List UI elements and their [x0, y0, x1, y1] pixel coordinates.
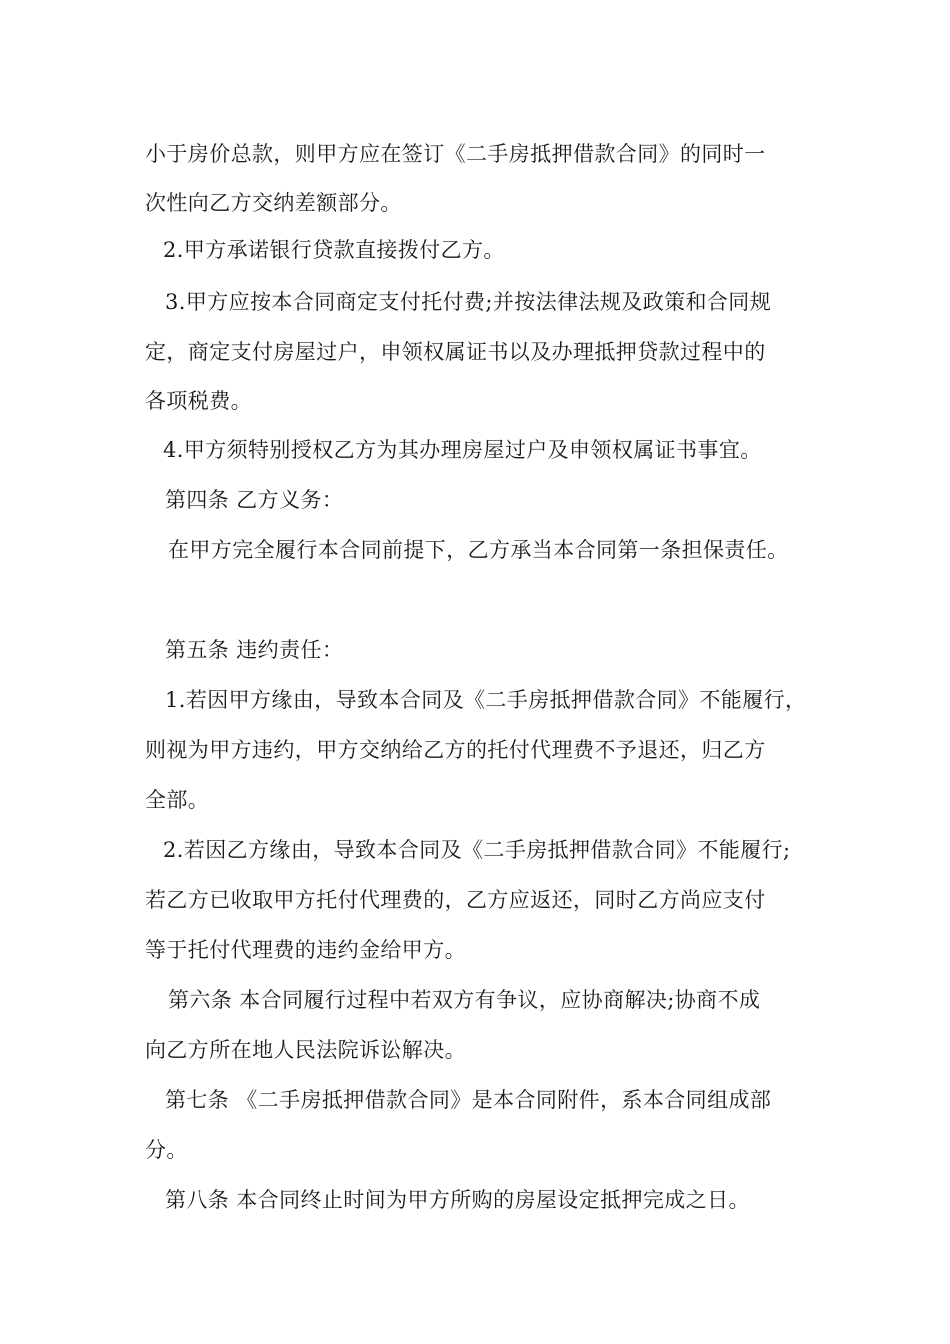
paragraph-line: 小于房价总款，则甲方应在签订《二手房抵押借款合同》的同时一	[145, 142, 766, 166]
paragraph-line: 2.若因乙方缘由，导致本合同及《二手房抵押借款合同》不能履行;	[163, 838, 791, 862]
paragraph-line: 在甲方完全履行本合同前提下，乙方承当本合同第一条担保责任。	[168, 538, 789, 562]
paragraph-line: 则视为甲方违约，甲方交纳给乙方的托付代理费不予退还，归乙方	[145, 738, 766, 762]
paragraph-line: 各项税费。	[145, 389, 252, 413]
section-heading: 第八条 本合同终止时间为甲方所购的房屋设定抵押完成之日。	[165, 1188, 750, 1212]
section-heading: 第四条 乙方义务：	[165, 488, 344, 512]
paragraph-line: 1.若因甲方缘由，导致本合同及《二手房抵押借款合同》不能履行，	[165, 688, 807, 712]
section-heading: 第七条 《二手房抵押借款合同》是本合同附件，系本合同组成部	[165, 1088, 772, 1112]
paragraph-line: 4.甲方须特别授权乙方为其办理房屋过户及申领权属证书事宜。	[163, 438, 762, 462]
section-heading: 第五条 违约责任：	[165, 638, 344, 662]
paragraph-line: 3.甲方应按本合同商定支付托付费;并按法律法规及政策和合同规	[165, 290, 772, 314]
paragraph-line: 若乙方已收取甲方托付代理费的，乙方应返还，同时乙方尚应支付	[145, 888, 766, 912]
paragraph-line: 定，商定支付房屋过户，申领权属证书以及办理抵押贷款过程中的	[145, 340, 766, 364]
paragraph-line: 等于托付代理费的违约金给甲方。	[145, 938, 466, 962]
paragraph-line: 2.甲方承诺银行贷款直接拨付乙方。	[163, 238, 505, 262]
paragraph-line: 分。	[145, 1138, 188, 1162]
paragraph-line: 全部。	[145, 788, 210, 812]
paragraph-line: 次性向乙方交纳差额部分。	[145, 191, 402, 215]
paragraph-line: 向乙方所在地人民法院诉讼解决。	[145, 1038, 466, 1062]
section-heading: 第六条 本合同履行过程中若双方有争议，应协商解决;协商不成	[168, 988, 761, 1012]
